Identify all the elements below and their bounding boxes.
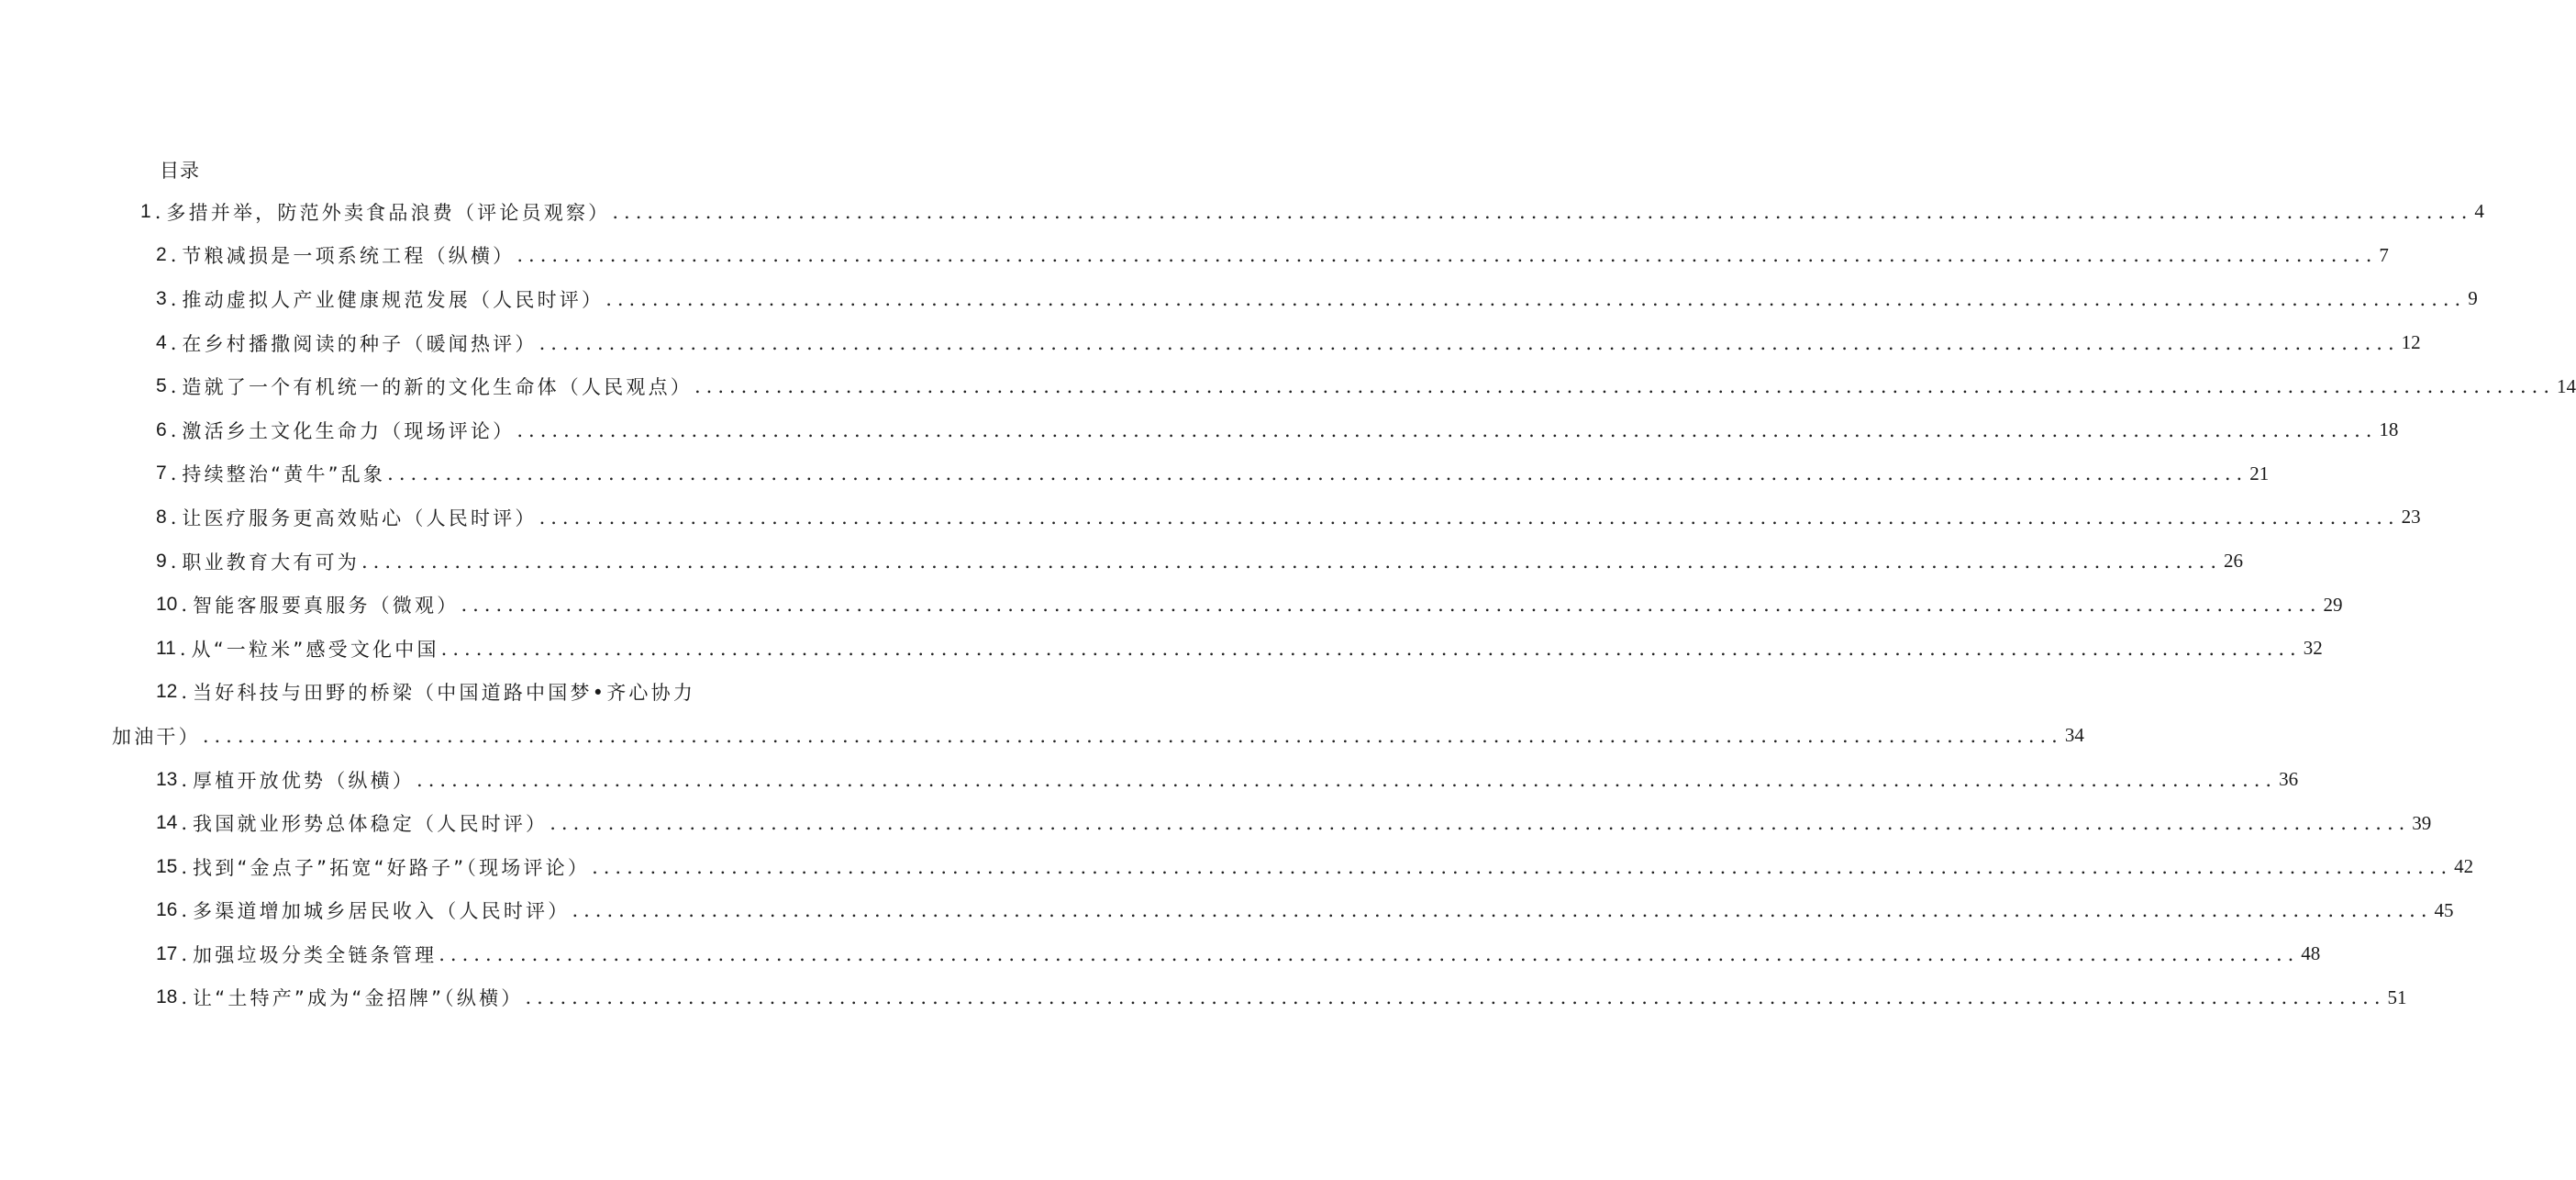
toc-page-number: 36 <box>2279 768 2299 791</box>
toc-separator: . <box>181 812 188 835</box>
toc-page-number: 51 <box>2387 985 2407 1008</box>
toc-leader-dots: ................................................................................................................................................................ <box>550 812 2411 835</box>
toc-entry[interactable] <box>0 889 2454 933</box>
toc-line[interactable] <box>156 583 2343 627</box>
toc-entry-title: 节粮减损是一项系统工程（纵横） <box>182 245 516 268</box>
toc-entry-title: 造就了一个有机统一的新的文化生命体（人民观点） <box>182 376 693 399</box>
toc-separator: . <box>181 986 188 1009</box>
toc-page-number: 29 <box>2323 593 2343 616</box>
toc-leader-dots: ................................................................................................................................................................ <box>516 418 2378 441</box>
toc-entry-title: 激活乡土文化生命力（现场评论） <box>182 419 516 442</box>
toc-separator: . <box>181 681 188 704</box>
toc-line[interactable] <box>156 408 2399 452</box>
toc-page-number: 9 <box>2468 287 2478 310</box>
toc-number: 12 <box>156 681 178 703</box>
toc-entry[interactable] <box>0 801 2432 845</box>
toc-entry-title: 多渠道增加城乡居民收入（人民时评） <box>193 900 571 923</box>
toc-entry-title: 持续整治“黄牛”乱象 <box>182 463 386 486</box>
toc-line[interactable] <box>156 277 2478 321</box>
toc-number: 16 <box>156 899 178 921</box>
toc-separator: . <box>181 768 188 791</box>
toc-number: 15 <box>156 855 178 877</box>
toc-entry-title: 多措并举，防范外卖食品浪费（评论员观察） <box>166 201 611 224</box>
toc-page-number: 32 <box>2303 637 2323 660</box>
toc-entry-title: 厚植开放优势（纵横） <box>193 769 416 792</box>
toc-entry-title: 加强垃圾分类全链条管理 <box>193 943 438 966</box>
toc-number: 1 <box>140 200 151 222</box>
toc-line[interactable] <box>156 801 2432 845</box>
toc-leader-dots: ................................................................................................................................................................ <box>440 637 2302 660</box>
toc-page-number: 42 <box>2454 855 2474 878</box>
toc-entry-title: 职业教育大有可为 <box>182 551 360 573</box>
toc-separator: . <box>170 331 177 354</box>
toc-entry[interactable] <box>0 408 2399 452</box>
toc-line[interactable] <box>156 932 2321 976</box>
toc-leader-dots: ................................................................................................................................................................ <box>387 462 2248 485</box>
toc-page-number: 39 <box>2412 811 2432 834</box>
toc-leader-dots: ................................................................................................................................................................ <box>605 287 2467 310</box>
toc-separator: . <box>179 637 186 660</box>
toc-leader-dots: ................................................................................................................................................................ <box>361 550 2223 573</box>
toc-number: 13 <box>156 768 178 790</box>
toc-separator: . <box>170 418 177 441</box>
toc-line[interactable] <box>156 540 2244 584</box>
toc-entry-continuation[interactable] <box>0 714 2084 758</box>
toc-number: 5 <box>156 375 167 397</box>
toc-entry-title: 找到“金点子”拓宽“好路子”（现场评论） <box>193 856 591 879</box>
toc-line[interactable] <box>112 714 2084 758</box>
toc-separator: . <box>170 244 177 267</box>
toc-number: 2 <box>156 244 167 266</box>
toc-leader-dots: ................................................................................................................................................................ <box>416 768 2278 791</box>
toc-number: 17 <box>156 942 178 964</box>
toc-leader-dots: ................................................................................................................................................................ <box>572 899 2433 922</box>
toc-line[interactable] <box>156 976 2407 1020</box>
toc-number: 14 <box>156 812 178 834</box>
toc-leader-dots: ................................................................................................................................................................ <box>592 855 2453 878</box>
toc-entry[interactable] <box>0 976 2407 1020</box>
toc-entry-title: 我国就业形势总体稳定（人民时评） <box>193 813 549 836</box>
toc-leader-dots: ................................................................................................................................................................ <box>439 942 2300 965</box>
toc-number: 3 <box>156 287 167 309</box>
toc-separator: . <box>170 287 177 310</box>
toc-separator: . <box>170 375 177 398</box>
toc-number: 9 <box>156 550 167 572</box>
toc-leader-dots: ................................................................................................................................................................ <box>694 375 2556 398</box>
toc-number: 4 <box>156 331 167 353</box>
toc-line[interactable] <box>156 671 730 715</box>
toc-entry-title: 让医疗服务更高效贴心（人民时评） <box>182 507 538 529</box>
toc-page-number: 26 <box>2224 550 2244 573</box>
toc-entry[interactable] <box>0 671 834 715</box>
toc-separator: . <box>181 855 188 878</box>
toc-number: 7 <box>156 462 167 484</box>
toc-entry-title: 让“土特产”成为“金招牌”（纵横） <box>193 987 524 1010</box>
toc-leader-dots: ................................................................................................................................................................ <box>516 244 2378 267</box>
toc-entry[interactable] <box>0 234 2389 278</box>
toc-page-number: 48 <box>2301 942 2321 965</box>
toc-entry[interactable] <box>0 583 2343 627</box>
toc-page-number: 45 <box>2434 898 2454 921</box>
toc-page-number: 7 <box>2379 243 2389 266</box>
toc-line[interactable] <box>156 845 2474 889</box>
toc-number: 10 <box>156 594 178 616</box>
toc-title: 目录 <box>160 160 200 182</box>
toc-page-number: 12 <box>2401 331 2421 354</box>
toc-separator: . <box>170 462 177 485</box>
toc-entry[interactable] <box>0 627 2323 671</box>
toc-line[interactable] <box>156 627 2323 671</box>
toc-page-number: 18 <box>2379 418 2399 441</box>
toc-separator: . <box>181 594 188 617</box>
toc-separator: . <box>170 550 177 573</box>
toc-line[interactable] <box>156 889 2454 933</box>
toc-line[interactable] <box>140 190 2484 234</box>
toc-entry[interactable] <box>0 495 2421 540</box>
toc-number: 6 <box>156 418 167 440</box>
toc-page-number: 21 <box>2249 462 2270 484</box>
toc-line[interactable] <box>156 234 2389 278</box>
toc-entry[interactable] <box>0 364 2576 408</box>
toc-separator: . <box>181 942 188 965</box>
toc-entry-title: 推动虚拟人产业健康规范发展（人民时评） <box>182 288 605 311</box>
toc-entry[interactable] <box>0 277 2478 321</box>
toc-separator: . <box>181 899 188 922</box>
toc-entry[interactable] <box>0 190 2484 234</box>
toc-leader-dots: ................................................................................................................................................................ <box>539 506 2400 529</box>
toc-line[interactable] <box>156 321 2421 365</box>
toc-line[interactable] <box>156 758 2299 802</box>
toc-number: 11 <box>156 637 176 659</box>
toc-leader-dots: ................................................................................................................................................................ <box>525 986 2386 1009</box>
toc-entry-title: 当好科技与田野的桥梁（中国道路中国梦•齐心协力 <box>193 682 696 705</box>
toc-entry[interactable] <box>0 758 2299 802</box>
toc-number: 8 <box>156 506 167 528</box>
toc-entry[interactable] <box>0 321 2421 365</box>
toc-page-number: 14 <box>2557 374 2576 397</box>
toc-page-number: 34 <box>2064 724 2084 747</box>
toc-separator: . <box>154 200 161 223</box>
toc-entry[interactable] <box>0 845 2474 889</box>
toc-entry-title: 在乡村播撒阅读的种子（暖闻热评） <box>182 332 538 355</box>
toc-leader-dots: ................................................................................................................................................................ <box>612 200 2473 223</box>
toc-number: 18 <box>156 986 178 1008</box>
toc-entry[interactable] <box>0 452 2270 496</box>
toc-line[interactable] <box>156 452 2270 496</box>
toc-page-number: 23 <box>2401 506 2421 529</box>
toc-entry[interactable] <box>0 932 2321 976</box>
toc-entry[interactable] <box>0 540 2244 584</box>
toc-leader-dots: ................................................................................................................................................................ <box>461 594 2322 617</box>
toc-entry-title: 智能客服要真服务（微观） <box>193 595 460 618</box>
toc-line[interactable] <box>156 495 2421 540</box>
toc-leader-dots: ................................................................................................................................................................ <box>202 724 2063 747</box>
toc-page-number: 4 <box>2474 200 2484 223</box>
toc-list <box>0 190 2576 1019</box>
toc-leader-dots: ................................................................................................................................................................ <box>539 331 2400 354</box>
toc-entry-title: 从“一粒米”感受文化中国 <box>191 638 439 661</box>
toc-entry-title-continued: 加油干） <box>112 725 201 748</box>
toc-line[interactable] <box>156 364 2576 408</box>
toc-separator: . <box>170 506 177 529</box>
